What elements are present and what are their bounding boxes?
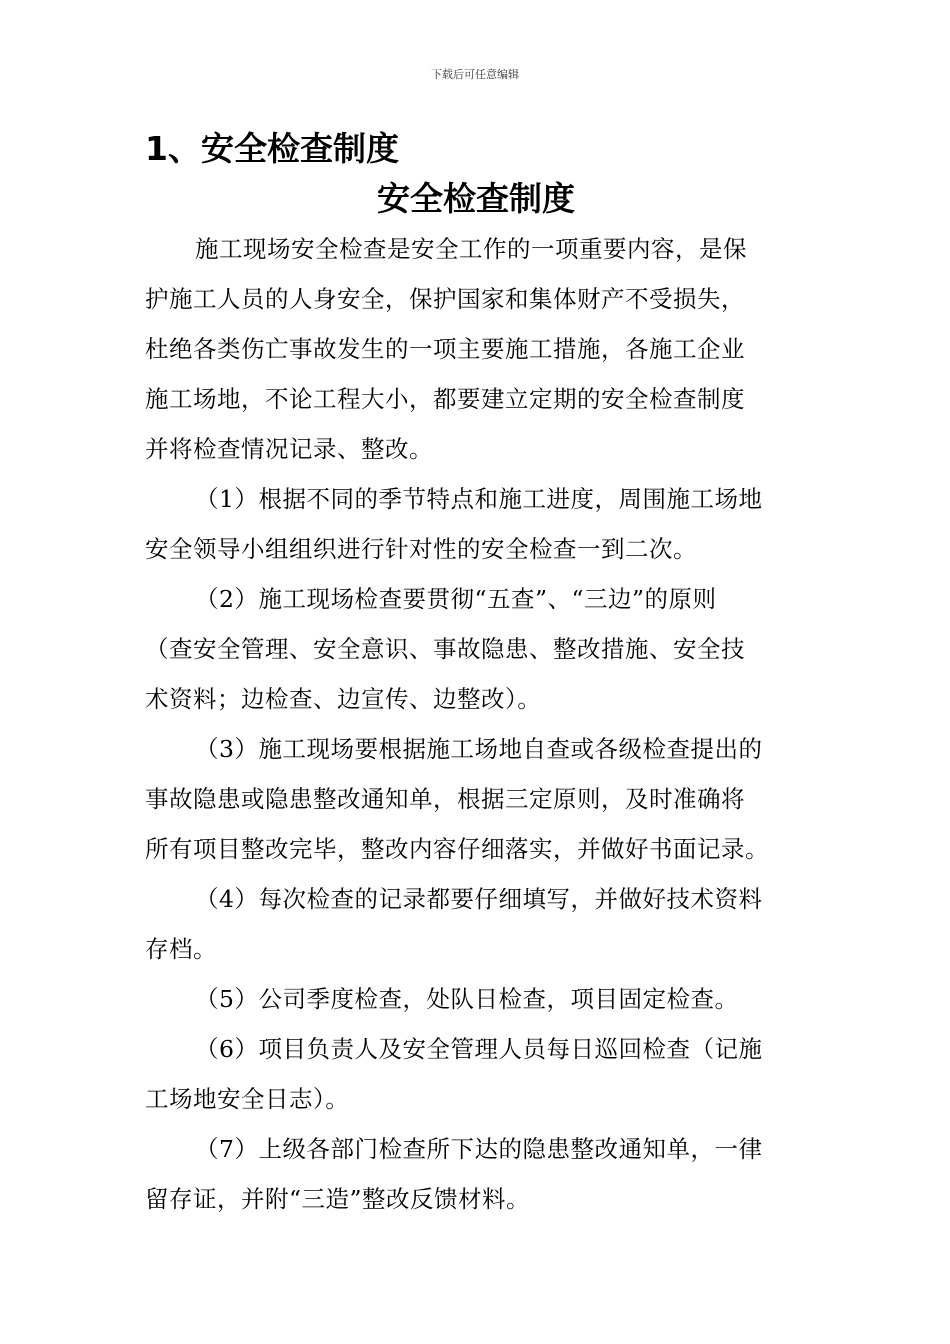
document-title: 安全检查制度	[377, 179, 575, 218]
paragraph-line: 并将检查情况记录、整改。	[145, 435, 433, 463]
paragraph-line: （4）每次检查的记录都要仔细填写，并做好技术资料	[195, 885, 763, 913]
paragraph	[145, 724, 807, 874]
paragraph-line: 所有项目整改完毕，整改内容仔细落实，并做好书面记录。	[145, 835, 769, 863]
paragraph-line: （1）根据不同的季节特点和施工进度，周围施工场地	[195, 485, 763, 513]
paragraph-line: 施工场地，不论工程大小，都要建立定期的安全检查制度	[145, 385, 745, 413]
paragraph-line: （3）施工现场要根据施工场地自查或各级检查提出的	[195, 735, 763, 763]
paragraph-line: 留存证，并附“三造”整改反馈材料。	[145, 1185, 531, 1213]
paragraph	[145, 874, 807, 974]
paragraph-line: 护施工人员的人身安全，保护国家和集体财产不受损失，	[145, 285, 745, 313]
paragraph-line: 存档。	[145, 935, 217, 963]
paragraph-line: （2）施工现场检查要贯彻“五查”、“三边”的原则	[195, 585, 717, 613]
paragraph	[145, 1024, 807, 1124]
paragraph	[145, 474, 807, 574]
paragraph	[145, 224, 807, 474]
paragraph	[145, 974, 807, 1024]
paragraph-list	[145, 224, 807, 1224]
paragraph-line: 施工现场安全检查是安全工作的一项重要内容，是保	[195, 235, 747, 263]
page-header-note: 下载后可任意编辑	[431, 68, 519, 81]
paragraph-line: 事故隐患或隐患整改通知单，根据三定原则，及时准确将	[145, 785, 745, 813]
document-body	[145, 124, 807, 1224]
paragraph-line: 工场地安全日志）。	[145, 1085, 350, 1113]
section-heading: 1、安全检查制度	[145, 129, 399, 168]
paragraph-line: （7）上级各部门检查所下达的隐患整改通知单，一律	[195, 1135, 763, 1163]
paragraph-line: 杜绝各类伤亡事故发生的一项主要施工措施，各施工企业	[145, 335, 745, 363]
paragraph-line: （6）项目负责人及安全管理人员每日巡回检查（记施	[195, 1035, 763, 1063]
paragraph-line: 术资料；边检查、边宣传、边整改）。	[145, 685, 542, 713]
paragraph	[145, 574, 807, 724]
paragraph-line: （查安全管理、安全意识、事故隐患、整改措施、安全技	[145, 635, 745, 663]
paragraph	[145, 1124, 807, 1224]
paragraph-line: （5）公司季度检查，处队日检查，项目固定检查。	[195, 985, 739, 1013]
paragraph-line: 安全领导小组组织进行针对性的安全检查一到二次。	[145, 535, 697, 563]
